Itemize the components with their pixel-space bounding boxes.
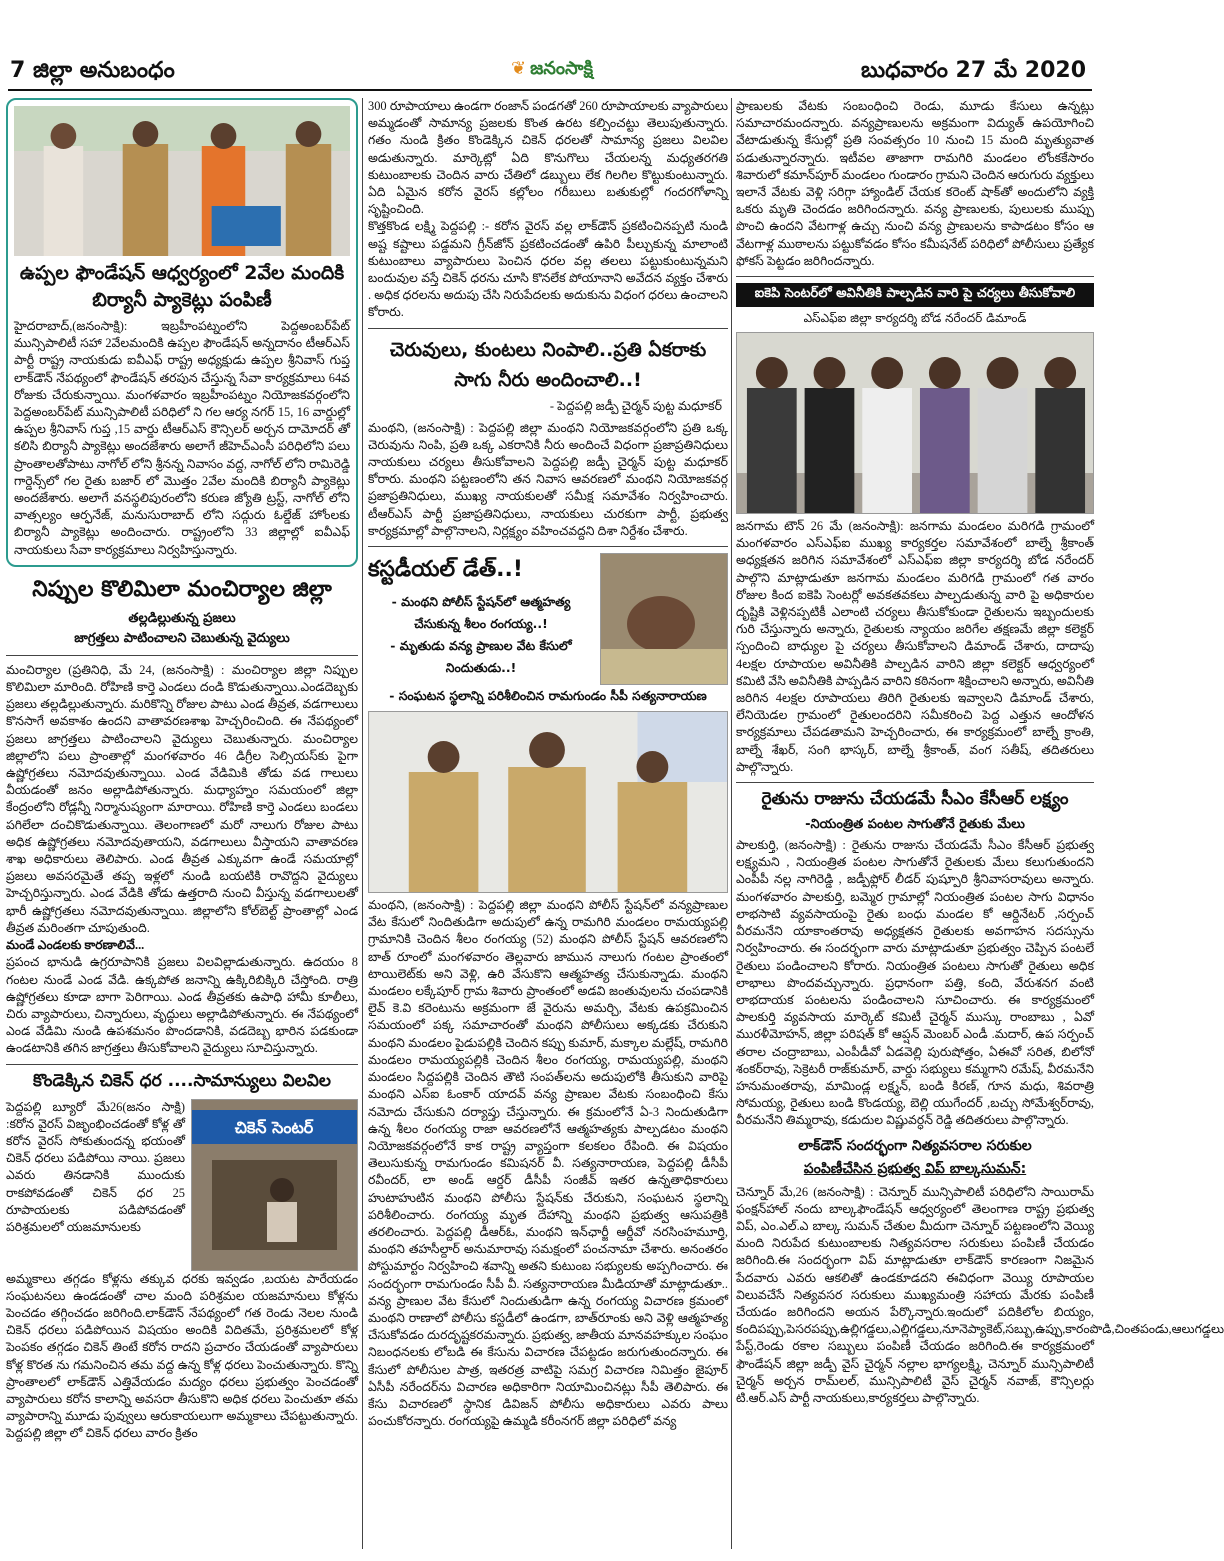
article-byline: - పెద్దపల్లి జడ్పీ చైర్మన్ పుట్ట మధూకర్ bbox=[549, 398, 722, 413]
divider bbox=[368, 546, 728, 547]
police-officers-photo bbox=[368, 711, 728, 893]
article-subheadline: ఎస్ఎఫ్ఐ జిల్లా కార్యదర్శి బోడ నరేందర్ డిమాండ్ bbox=[803, 311, 1027, 326]
uppala-article bbox=[6, 98, 358, 567]
leaf-icon: ❦ bbox=[511, 58, 527, 79]
column-3 bbox=[736, 98, 1224, 1551]
column-2 bbox=[368, 98, 728, 1551]
article-subheadline: తల్లడిల్లుతున్న ప్రజలు bbox=[128, 610, 236, 626]
article-body: హైదరాబాద్,(జనంసాక్షి): ఇబ్రహీంపట్నంలోని పెద్దఅంబర్‌పేట్ మున్సిపాలిటీ సహా 2వేలమందికి ఉప్పల ఫౌండేషన్ అన్నదానం టీఆర్ఎస్ పార్టీ రాష్ట్ర నాయకుడు ఐవీఎఫ్ రాష్ట్ర అధ్యక్షుడు ఉప్పల శ్రీనివాస్ గుప్త లాక్‌డౌన్ నేపథ్యంలో ఫౌండేషన్ తరపున చేస్తున్న సేవా కార్యక్రమాలు 64వ రోజుకు చేరుకున్నాయి. మంగళవారం ఇబ్రహీంపట్నం నియోజకవర్గంలోని పెద్దఅంబర్‌పేట్ మున్సిపాలిటీ పరిధిలో ని గల ఆర్య నగర్ 15, 16 వార్డుల్లో ఉప్పల శ్రీనివాస్ గుప్త ,15 వార్డు టీఆర్ఎస్ కౌన్సిలర్ అర్చన దామోదర్ తో కలిసి బిర్యానీ ప్యాకెట్లు అందజేశారు అలాగే జీహెచ్ఎంసీ పరిధిలోని పలు ప్రాంతాలతోపాటు నాగోల్ లోని శ్రీనన్న నివాసం వద్ద, నాగోల్ లోని రామిరెడ్డి గార్డెన్స్‌లో గల రైతు బజార్ లో మొత్తం 2వేల మందికి బిర్యానీ ప్యాకెట్లు అందజేశారు. అలాగే వనస్థలిపురంలోని కరుణ జ్యోతి ట్రస్ట్, నాగోల్ లోని వాత్సల్యం ఆర్ఫనేజ్, మనుసురాబాద్ లోని సద్గురు ఓల్డేజ్ హోంలకు బిర్యానీ ప్యాకెట్లు అందించారు. రాష్ట్రంలోని 33 జిల్లాల్లో ఐవీఎఫ్ నాయకులు సేవా కార్యక్రమాలు నిర్వహిస్తున్నారు. bbox=[14, 319, 350, 557]
header-rule bbox=[8, 89, 1092, 91]
chicken-shop-photo bbox=[191, 1099, 358, 1271]
newspaper-logo: ❦ జనంసాక్షి bbox=[511, 58, 593, 79]
article-body: పాలకుర్తి, (జనంసాక్షి) : రైతును రాజును చేయడమే సీఎం కేసీఆర్ ప్రభుత్వ లక్ష్యమని , నియంత్రిత పంటల సాగుతోనే రైతులకు మేలు కలుగుతుందని ఎంపీపీ నల్ల నాగిరెడ్డి , జడ్పీఫ్లోర్ లీడర్ పుష్పూరి శ్రీనివాసరావులు అన్నారు. మంగళవారం పాలకుర్తి, బమ్మెర గ్రామాల్లో నియంత్రిత పంటల సాగు విధానం లాభసాటి వ్యవసాయంపై రైతు బంధు మండల కో ఆర్డినేటర్ ,సర్పంచ్ వీరమనేని యాకాంతరావు అధ్యక్షతన రైతులకు అవగాహన సదస్సును నిర్వహించారు. ఈ సందర్భంగా వారు మాట్లాడుతూ ప్రభుత్వం చెప్పిన పంటలే రైతులు పండించాలని కోరారు. నియంత్రిత పంటలు సాగుతో రైతులు అధిక లాభాలు పొందవచ్చున్నారు. ప్రధానంగా పత్తి, కంది, వేరుశనగ వంటి లాభదాయక పంటలను పండించాలని సూచించారు. ఈ కార్యక్రమంలో పాలకుర్తి వ్యవసాయ మార్కెట్ కమిటీ చైర్మన్ ముస్కు రాంబాబు , ఏవో మురళీమోహన్, జిల్లా పరిషత్ కో ఆప్షన్ మెంబర్ ఎండీ .మదార్, ఉప సర్పంచ్ తరాల చంద్రాబాబు, ఎంపీడీవో ఏడవెల్లి పురుషోత్తం, ఏఈవో సరిత, బిలోనో శంకర్‌రావు, సెక్రెటరీ రాజ్‌కుమార్, వార్డు సభ్యులు కమ్మగాని రమేష్, వీరమనేని హనుమంతరావు, మామిండ్ల లక్ష్మన్, బండి కిరణ్, గూన మధు, శివరాత్రి సోమయ్య, రైతులు బండి కొండయ్య, బెల్లి యుగేందర్ ,బచ్చు సోమేశ్వర్‌రావు, వీరమనేని తిమ్మరావు, కడుదుల విష్ణువర్ధన్ రెడ్డి తదితరులు పాల్గొన్నారు. bbox=[736, 838, 1094, 1128]
divider bbox=[6, 1064, 358, 1065]
article-bullet: - సంఘటన స్థలాన్ని పరిశీలించిన రామగుండం సీపీ సత్యనారాయణ bbox=[389, 688, 707, 704]
svg-text:చికెన్ సెంటర్: చికెన్ సెంటర్ bbox=[234, 1117, 314, 1137]
page-header bbox=[0, 0, 1100, 95]
victim-photo bbox=[600, 553, 728, 685]
article-bullet: - మంథని పోలీస్ స్టేషన్‌లో ఆత్మహత్య చేసుకున్న శీలం రంగయ్య..! bbox=[391, 594, 571, 632]
article-body: చెన్నూర్ మే,26 (జనంసాక్షి) : చెన్నూర్ మున్సిపాలిటీ పరిధిలోని సాయిరామ్ ఫంక్షన్‌హాల్ నందు బాల్కఫౌండేషన్ ఆధ్వర్యంలో తెలంగాణ రాష్ట్ర ప్రభుత్వ విప్, ఎం.ఎల్.ఎ బాల్క సుమన్ చేతుల మీదుగా చెన్నూర్ పట్టణంలోని వెయ్యి మంది నిరుపేద కుటుంబాలకు నిత్యవసరాల సరుకులు పంపిణీ చేయడం జరిగింది.ఈ సందర్భంగా విప్ మాట్లాడుతూ లాక్‌డౌన్ కారణంగా నిజమైన పేదవారు ఎవరు ఆకలితో ఉండకూడదని ఈవిధంగా వెయ్యి రూపాయల విలువచేసే నిత్యవసర సరుకులు ముఖ్యమంత్రి సహాయ మేరకు పంపిణీ చేయడం జరిగిందని అయన పేర్కొన్నారు.ఇందులో పదికిలోల బియ్యం, కందిపప్పు,పెసరపప్పు,ఉల్లిగడ్డలు,ఎల్లిగడ్డలు,నూనెప్యాకెట్,సబ్బు,ఉప్పు,కారంపొడి,చింతపండు,ఆలుగడ్డలు పేస్ట్,రెండు రకాల సబ్బులు పంపిణీ చేయడం జరిగింది.ఈ కార్యక్రమంలో ఫౌండేషన్ జిల్లా జడ్పీ వైస్ చైర్మన్ నల్లాల భాగ్యలక్ష్మి, చెన్నూర్ మున్సిపాలిటీ చైర్మన్ అర్చన రామ్‌లల్, మున్సిపాలిటీ వైస్ చైర్మన్ నవాజ్, కౌన్సిలర్లు టి.ఆర్.ఎస్ పార్టీ నాయకులు,కార్యకర్తలు పాల్గొన్నారు. bbox=[736, 1184, 1224, 1405]
article-body: అమ్మకాలు తగ్గడం కోళ్లను తక్కువ ధరకు ఇవ్వడం ,బయట పారేయడం సంఘటనలు ఉండడంతో చాల మంది పరిశ్రమల యజమానులు కోళ్లను పెంచడం తగ్గించడం జరిగింది.లాక్‌డౌన్ నేపథ్యంలో గత రెండు నెలల నుండి చికెన్ ధరలు పడిపోయిన విషయం అందికి విదితమే, ప్రరిశ్రమలలో కోళ్ల పెంపకం తగ్గడం చికెన్ తింటే కరోన రాదని ప్రచారం చేయడంతో వ్యాపారులు కోళ్ల కొరత ను గమనించిన తమ వద్ద ఉన్న కోళ్ల ధరలు పెంచుతున్నారు. కొన్ని ప్రాంతాలలో లాక్‌డౌన్ ఎత్తివేయడం మద్యం ధరలు ప్రభుత్వం పెంచడంతో వ్యాపారులు కరోన కాలాన్ని అవసరా తీసుకొని అధిక ధరలు పెంచుతూ తమ వ్యాపారాన్ని మూడు పువ్వులు ఆరుకాయలుగా అమ్మకాలు చేపట్టుతున్నారు. పెద్దపల్లి జిల్లా లో చికెన్ ధరలు వారం క్రితం bbox=[6, 1271, 358, 1441]
article-body: మంచిర్యాల (ప్రతినిధి, మే 24, (జనంసాక్షి) : మంచిర్యాల జిల్లా నిప్పుల కొలిమిలా మారింది. రోహిణి కార్తె ఎండలు దండి కొడుతున్నాయి.ఎండదెబ్బకు ప్రజలు తల్లడిల్లుతున్నారు. మరికొన్ని రోజుల పాటు ఎండ తీవ్రత, వడగాలులు కొనసాగే అవకాశం ఉందని వాతావరణశాఖ హెచ్చరించింది. ఈ నేపథ్యంలో ప్రజలు జాగ్రత్తలు పాటించాలని వైద్యులు చెబుతున్నారు. మంచిర్యాల జిల్లాలోని పలు ప్రాంతాల్లో మంగళవారం 46 డిగ్రీల సెల్సియస్‌కు పైగా ఉష్ణోగ్రతలు నమోదవుతున్నాయి. ఎండ వేడిమికి తోడు వడ గాలులు వీయడంతో జనం అల్లాడిపోతున్నారు. మధ్యాహ్నం సమయంలో జిల్లా కేంద్రంలోని రోడ్లన్నీ నిర్మానుష్యంగా మారాయి. రోహిణి కార్తె ఎండలు బండలు పగిలేలా దంచికొడుతున్నాయి. తెలంగాణలో మరో నాలుగు రోజుల పాటు అధిక ఉష్ణోగ్రతలు నమోదవుతాయని, వడగాలులు వీస్తాయని వాతావరణ శాఖ అధికారులు తెలిపారు. ఎండ తీవ్రత ఎక్కువగా ఉండే సమయాల్లో ప్రజలు అవసరమైతే తప్ప ఇళ్లలో నుండి బయటికి రావొద్దని వైద్యులు హెచ్చరిస్తున్నారు. ఎండ వేడికి తోడు ఉత్తరాది నుంచి వీస్తున్న వడగాలులతో భారీ ఉష్ణోగ్రతలు నమోదవుతున్నాయి. జిల్లాలోని కోల్‌బెల్ట్ ప్రాంతాల్లో ఎండ తీవ్రత మరింతగా చూపుతుంది. bbox=[6, 662, 358, 935]
custodial-death-article bbox=[368, 553, 728, 685]
article-bullet: - మృతుడు వన్య ప్రాణుల వేట కేసులో నిందుతుడు..! bbox=[390, 638, 572, 676]
article-subheadline: జాగ్రత్తలు పాటించాలని చెబుతున్న వైద్యులు bbox=[74, 630, 290, 646]
divider bbox=[736, 276, 1094, 277]
column-divider bbox=[731, 98, 732, 1549]
article-body: మంథని, (జనంసాక్షి) : పెద్దపల్లి జిల్లా మంథని నియోజకవర్గంలోని ప్రతి ఒక్క చెరువును నింపి, ప్రతి ఒక్క ఎకరానికి నీరు అందించే విధంగా ప్రజాప్రతినిధులు నాయకులు చర్యలు తీసుకోవాలని పెద్దపల్లి జడ్పీ చైర్మన్ పుట్ట మధూకర్ కోరారు. మంథని పట్టణంలోని తన నివాస ఆవరణలో మంథని నియోజకవర్గ ప్రజాప్రతినిధులు, ముఖ్య నాయకులతో సమీక్ష సమావేశం నిర్వహించారు. టీఆర్ఎస్ పార్టీ ప్రజాప్రతినిధులు, నాయకులు చురకుగా పార్టీ, ప్రభుత్వ కార్యక్రమాల్లో పాల్గొనాలని, నిర్లక్ష్యం వహించవద్దని దిశా నిర్దేశం చేశారు. bbox=[368, 420, 728, 538]
page-label: 7 జిల్లా అనుబంధం bbox=[10, 58, 175, 83]
article-body: జనగామ టౌన్ 26 మే (జనంసాక్షి): జనగామ మండలం మరిగడి గ్రామంలో మంగళవారం ఎస్ఎఫ్ఐ ముఖ్య కార్యకర్తల సమావేశంలో బాల్నే శ్రీకాంత్ అధ్యక్షతన జరిగిన సమావేశంలో ఎస్ఎఫ్ఐ జిల్లా కార్యదర్శి బోడ నరేందర్ పాల్గొని మాట్లాడుతూ జనగామ మండలం మరిగడి గ్రామంలో గత వారం రోజుల కింద ఐకెపి సెంటర్లో అవకతవకలు పాల్పడుతున్న వారి పై అధికారుల దృష్టికి వెళ్లినప్పటికీ ఎలాంటి చర్యలు తీసుకోకుండా రైతులను ఇబ్బందులకు గురి చేస్తున్నారు అన్నారు, రైతులకు న్యాయం జరిగేల తక్షణమే జిల్లా కలెక్టర్ స్పందించి బాధ్యుల పై చర్యలు తీసుకోవాలని డిమాండ్ చేశారు, దాదాపు 4లక్షల రూపాయల అవినీతికి పాల్పడిన వారిని జిల్లా కలెక్టర్ ఆధ్వర్యంలో కమిటి వేసి అవినీతికి పాప్పడిన వారిని కఠినంగా శిక్షించాలని అన్నారు, అవినీతి జరిగిన 4లక్షల రూపాయలు తిరిగి రైతులకు ఇవ్వాలని డిమాండ్ చేశారు, లేనియెడల గ్రామంలో రైతులందరిని సమీకరించి పెద్ద ఎత్తున ఆందోళన కార్యక్రమాలు చేపడతామని హెచ్చరించారు, ఈ కార్యక్రమంలో బాల్నే క్రాంతి, బాల్నే శేఖర్, సంగి భాస్కర్, బాల్నే శ్రీకాంత్, వంగ సతీష్, తదితరులు పాల్గొన్నారు. bbox=[736, 519, 1094, 774]
article-body: మంథని, (జనంసాక్షి) : పెద్దపల్లి జిల్లా మంథని పోలీస్ స్టేషన్‌లో వన్యప్రాణుల వేట కేసులో నిందితుడిగా అదుపులో ఉన్న రామగిరి మండలం రామయ్యపల్లి గ్రామానికి చెందిన శీలం రంగయ్య (52) మంథని పోలీస్ స్టేషన్ ఆవరణలోని బాత్ రూంలో మంగళవారం తెల్లవారు జామున నాలుగు గంటల ప్రాంతంలో టాయిలెట్‌కు అని వెళ్లి, ఉరి వేసుకొని ఆత్మహత్య చేసుకున్నాడు. మంథని మండలం లక్కేపూర్ గ్రామ శివారు ప్రాంతంలో అడవి జంతువులను చంపడానికి లైవ్ కె.వి కరెంటును అక్రమంగా జే వైరును అమర్చి, వేటకు ఉపక్రమించిన సమయంలో పక్క సమాచారంతో మంథని పోలీసులు అక్కడకు చేరుకుని మంథని మండలం పైడుపల్లికి చెందిన కప్పు కుమార్, మక్కాల మల్లేష్, రామగిరి మండలం రామయ్యపల్లికి చెందిన శీలం రంగయ్య, రామయ్యపల్లి, మంథని మండలం సిద్దపల్లికి చెందిన తౌటి సంపత్‌లను అదుపులోకి తీసుకుని వారిపై మంథని ఎస్ఐ ఓంకార్ యాదవ్ వన్య ప్రాణుల వేటకు సంబంధించి కేసు నమోదు చేసుకుని దర్యాప్తు చేస్తున్నారు. ఈ క్రమంలోనే ఏ-3 నిందుతుడిగా ఉన్న శీలం రంగయ్య రాజా ఆవరణలోనే ఆత్మహత్యకు పాల్పడటం మంథని నియోజకవర్గంలోనే కాక రాష్ట్ర వ్యాప్తంగా కలకలం రేపింది. ఈ విషయం తెలుసుకున్న రామగుండం కమిషనర్ వీ. సత్యనారాయణ, పెద్దపల్లి డీసీపీ రవీందర్, లా అండ్ ఆర్డర్ డీసీపీ సంజీవ్ ఇతర ఉన్నతాధికారులు హుటాహుటిన మంథని పోలీసు స్టేషన్‌కు చేరుకుని, సంఘటన స్థలాన్ని పరిశీలించారు. రంగయ్య మృత దేహాన్ని మంథని ప్రభుత్వ ఆసుపత్రికి తరలించారు. పెద్దపల్లి డీఆర్ఓ, మంథని ఇన్‌ఛార్జీ ఆర్డీవో నరసింహమూర్తి, మంథని తహసీల్దార్ అనుమారావు సమక్షంలో పంచనామా చేశారు. అనంతరం పోస్టుమార్టం నిర్వహించి శవాన్ని అతని కుటుంబ సభ్యులకు అప్పగించారు. ఈ సందర్భంగా రామగుండం సీపీ వీ. సత్యనారాయణ మీడియాతో మాట్లాడుతూ.. వన్య ప్రాణుల వేట కేసులో నిందుతుడిగా ఉన్న రంగయ్య విచారణ క్రమంలో మంథని రాణాలో పోలీసు కస్టడీలో ఉండగా, బాత్‌రూంకు అని వెళ్లి ఆత్మహత్య చేసుకోవడం దురదృష్టకరమన్నారు. ప్రభుత్వ, జాతీయ మానవహక్కుల సంఘం నిబంధనలకు లోబడి ఈ కేసును విచారణ చేపట్టడం జరుగుతుందన్నారు. ఈ కేసులో పోలీసుల పాత్ర, ఇతరత్ర వాటిపై సమగ్ర విచారణ నిమిత్తం జైపూర్ ఏసీపీ నరేందర్‌ను విచారణ అధికారిగా నియామించినట్లు సీపీ తెలిపారు. ఈ కేసు విచారణలో స్థానిక డివిజన్ పోలీసు అధికారులు ఎవరు పాలు పంచుకోరన్నారు. రంగయ్యపై ఉమ్మడి కరీంనగర్ జిల్లా పరిధిలో వన్య bbox=[368, 898, 728, 1429]
article-headline: కొండెక్కిన చికెన్ ధర ....సామాన్యులు విలవిల bbox=[33, 1070, 331, 1091]
article-headline: ఐకెపి సెంటర్‌లో అవినీతికి పాల్పడిన వారి పై చర్యలు తీసుకోవాలి bbox=[736, 283, 1094, 307]
issue-date: బుధవారం 27 మే 2020 bbox=[861, 58, 1086, 83]
divider bbox=[736, 782, 1094, 783]
article-body: 300 రూపాయాలు ఉండగా రంజాన్ పండగతో 260 రూపాయాలకు వ్యాపారులు అమ్మడంతో సామాన్య ప్రజలకు కొంత ఉరట కల్పించట్టు తెలుపుతున్నారు. గతం నుండి క్రితం కొండెక్కిన చికెన్ ధరలతో సామాన్య ప్రజలు విలవిల అడుతున్నారు. మార్కెట్లో ఏది కొనుగొలు చేయలన్న మధ్యతరగతి కుటుంబాలకు చెందిన వారు చేతిలో డబ్బులు లేక గిలగిల కొట్టుకుంటున్నారు. ఏది ఏమైన కరోన వైరస్ కల్లోలం గరీబులు బతుకుల్లో గందరగోళాన్ని సృష్టించింది. bbox=[368, 99, 728, 217]
sfi-members-photo bbox=[736, 332, 1094, 514]
article-body: కొత్తకొండ లక్ష్మి పెద్దపల్లి :- కరోన వైరస్ వల్ల లాక్‌డౌన్ ప్రకటించినప్పటి నుండి అష్ట కష్టాలు పడ్డమని గ్రీన్‌జోన్ ప్రకటించడంతో ఉపిరి పీల్చుకున్న మాలాంటి కుటుంబాలు వ్యాపారులు పెంచిన ధరల వల్ల తలలు పట్టుకుంటున్నమని బందువుల వస్తే చికెన్ ధరను చూసి కొనలేక పోయానాని అవేదన వ్యక్తం చేశారు . అధిక ధరలను అదుపు చేసి నిరుపేదలకు అదుకును విధంగ ధరలు ఉంచాలని కోరారు. bbox=[368, 219, 728, 320]
food-distribution-photo bbox=[14, 106, 350, 256]
article-headline: కస్టడీయల్ డేత్..! bbox=[368, 557, 523, 583]
chicken-article bbox=[6, 1099, 358, 1271]
column-divider bbox=[362, 98, 363, 1549]
article-body: పెద్దపల్లి బ్యూరో మే26(జనం సాక్షి) :కరోన వైరస్ విజృంభించడంతో కోళ్ల తో కరోన వైరస్ సోకుతుందన్న భయంతో చికెన్ ధరలు పడిపోయి నాయి. ప్రజలు ఎవరు తినడానికి ముందుకు రాకపోవడంతో చికెన్ ధర 25 రూపాయలకు పడిపోవడంతో పరిశ్రమలలో యజమానులకు bbox=[6, 1099, 185, 1234]
divider bbox=[6, 655, 358, 656]
article-body: ప్రాణులకు వేటకు సంబంధించి రెండు, మూడు కేసులు ఉన్నట్లు సమాచారమందన్నారు. వన్యప్రాణులను అక్రమంగా విద్యుత్ ఉపయోగించి వేటాడుతున్న కేసుల్లో ప్రతి సంవత్సరం 10 నుంచి 15 మంది మృత్యువాత పడుతున్నారన్నారు. ఇటీవల తాజాగా రామగిరి మండలం లోంకకేసారం శివారులో కమాన్‌పూర్ మండలం గుండారం గ్రామని చెందిన ఆరుగురు వ్యక్తులు ఇలానే వేటకు వెళ్లి సరిగ్గా హ్యాండిల్ చేయక కరెంట్ షాక్‌తో అందులోని వ్యక్తి ఒకరు మృతి చెందడం జరిగిందన్నారు. వన్య ప్రాణులకు, పులులకు ముప్పు పొంచి ఉందని వేటగాళ్ల ఉచ్చు నుంచి వన్య ప్రాణులను కాపాడటం కోసం ఆ వేటగాళ్ల ముఠాలను పట్టుకోవడం కోసం కమీషనేట్ పరిధిలో పోలీసులు ప్రత్యేక ఫోకస్ పెట్టడం జరిగిందన్నారు. bbox=[736, 99, 1094, 268]
article-subsection: మండే ఎండలకు కారణాలివే... bbox=[6, 938, 145, 953]
article-headline: రైతును రాజును చేయడమే సీఎం కేసీఆర్ లక్ష్యం bbox=[761, 789, 1069, 810]
article-headline: చెరువులు, కుంటలు నింపాలి..ప్రతి ఏకరాకు సాగు నీరు అందించాలి..! bbox=[389, 338, 707, 391]
article-headline: నిప్పుల కొలిమిలా మంచిర్యాల జిల్లా bbox=[32, 576, 332, 602]
article-headline: లాక్‌డౌన్ సందర్భంగా నిత్యవసరాల సరుకుల bbox=[798, 1137, 1032, 1154]
article-headline: పంపిణీచేసిన ప్రభుత్వ విప్ బాల్కసుమన్: bbox=[803, 1160, 1027, 1177]
column-1 bbox=[6, 98, 358, 1551]
article-headline: ఉప్పల ఫౌండేషన్ ఆధ్వర్యంలో 2వేల మందికి బిర్యానీ ప్యాకెట్లు పంపిణీ bbox=[19, 262, 345, 311]
divider bbox=[368, 328, 728, 329]
article-subheadline: -నియంత్రిత పంటల సాగుతోనే రైతుకు మేలు bbox=[805, 817, 1025, 833]
article-body: ప్రపంచ భానుడి ఉగ్రరూపానికి ప్రజలు విలవిల్లాడుతున్నారు. ఉదయం 8 గంటల నుండే ఎండ వేడి. ఉక్కపోత జనాన్ని ఉక్కిరిబిక్కిరి చేస్తోంది. రాత్రి ఉష్ణోగ్రతలు కూడా బాగా పెరిగాయి. ఎండ తీవ్రతకు ఉపాధి హామీ కూలీలు, చిరు వ్యాపారులు, చిన్నారులు, వృద్ధులు అల్లాడిపోతున్నారు. ఈ నేపథ్యంలో ఎండ వేడిమి నుండి ఉపశమనం పొందడానికి, వడదెబ్బ భారిన పడకుండా ఉండటానికి తగిన జాగ్రత్తలు తీసుకోవాలని వైద్యులు సూచిస్తున్నారు. bbox=[6, 955, 358, 1056]
